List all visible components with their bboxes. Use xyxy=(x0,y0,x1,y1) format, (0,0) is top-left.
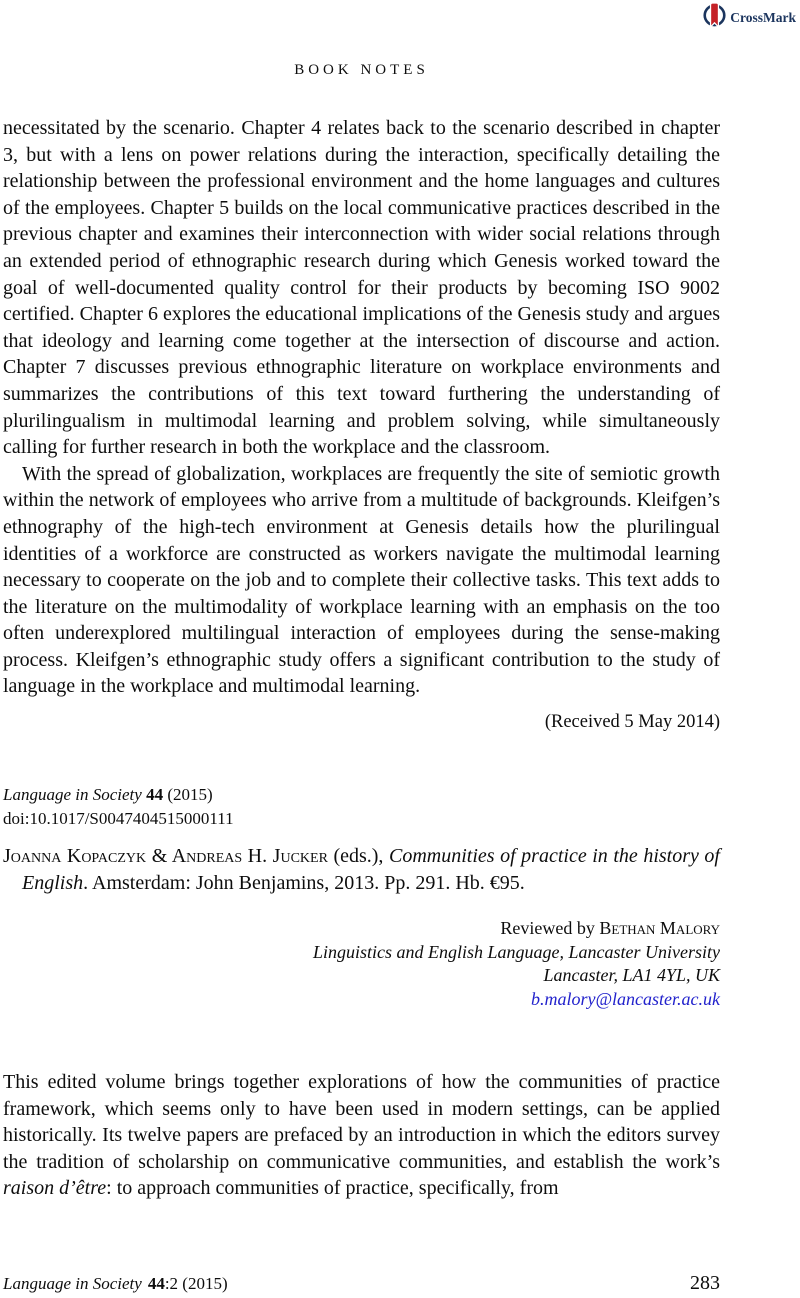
reviewer-affiliation: Linguistics and English Language, Lancaster University xyxy=(313,941,720,962)
citation-eds: (eds.), xyxy=(327,845,389,868)
reviewer-address: Lancaster, LA1 4YL, UK xyxy=(543,965,720,986)
citation-book-title: Communities of practice in the history of English xyxy=(22,845,720,895)
journal-year: (2015) xyxy=(163,785,213,805)
journal-name: Language in Society xyxy=(3,785,142,805)
footer-journal-line xyxy=(3,1274,228,1294)
received-date: (Received 5 May 2014) xyxy=(544,712,720,733)
reviewer-email-line xyxy=(3,988,720,1012)
review2-italic-phrase: raison d’être xyxy=(3,1177,107,1200)
review2-text-before: This edited volume brings together explorations of how the communities of practice framework, which seems only to have been used in modern settings, can be applied historically. Its twelve papers are prefaced by an introduction in which the editors survey the tradition of scholarship on communicative communities, and establish the work’s xyxy=(3,1071,720,1173)
citation-authors: Joanna Kopaczyk & Andreas H. Jucker xyxy=(3,845,328,868)
page-number: 283 xyxy=(690,1272,720,1294)
reviewed-by-line xyxy=(3,917,720,941)
reviewed-by-prefix: Reviewed by xyxy=(500,918,600,939)
review2-text-after: : to approach communities of practice, specifically, from xyxy=(106,1177,559,1200)
crossmark-label: CrossMark xyxy=(730,9,796,25)
journal-volume-line xyxy=(3,783,720,807)
section-title: BOOK NOTES xyxy=(294,62,429,78)
footer-volume: 44 xyxy=(147,1274,165,1293)
footer-issue: :2 (2015) xyxy=(164,1274,228,1293)
reviewer-email-link[interactable]: b.malory@lancaster.ac.uk xyxy=(530,988,720,1009)
citation-imprint: . Amsterdam: John Benjamins, 2013. Pp. 291. Hb. €95. xyxy=(83,872,525,895)
review2-paragraph-1 xyxy=(3,1069,720,1202)
review-paragraph-2: With the spread of globalization, workplaces are frequently the site of semiotic growth within the network of employees who arrive from a multitude of backgrounds. Kleifgen’s ethnography of the high-tech environment at Genesis details how the plurilingual identities of a workforce are constructed as workers navigate the multimodal learning necessary to cooperate on the job and to complete their collective tasks. This text adds to the literature on the multimodality of workplace learning with an emphasis on the too often underexplored multilingual interaction of employees during the sense-making process. Kleifgen’s ethnographic study offers a significant contribution to the study of language in the workplace and multimodal learning. xyxy=(3,462,720,698)
page-footer xyxy=(3,1272,720,1295)
doi-line: doi:10.1017/S0047404515000111 xyxy=(3,809,234,829)
reviewer-block xyxy=(3,917,720,1011)
book-citation xyxy=(3,843,720,897)
journal-volume: 44 xyxy=(146,785,164,805)
reviewer-name: Bethan Malory xyxy=(599,918,720,939)
page-content xyxy=(3,0,720,1202)
journal-reference-block xyxy=(3,783,720,831)
review-paragraph-1: necessitated by the scenario. Chapter 4 relates back to the scenario described in chapter 3, but with a lens on power relations during the interaction, specifically detailing the relationship between the professional environment and the home languages and cultures of the employees. Chapter 5 builds on the local communicative practices described in the previous chapter and examines their interconnection with wider social relations through an extended period of ethnographic research during which Genesis worked toward the goal of well-documented quality control for their products by becoming ISO 9002 certified. Chapter 6 explores the educational implications of the Genesis study and argues that ideology and learning come together at the intersection of discourse and action. Chapter 7 discusses previous ethnographic literature on workplace environments and summarizes the contributions of this text toward furthering the understanding of plurilingualism in multimodal learning and problem solving, while simultaneously calling for further research in both the workplace and the classroom. xyxy=(3,117,720,459)
footer-journal-name: Language in Society xyxy=(3,1274,142,1293)
